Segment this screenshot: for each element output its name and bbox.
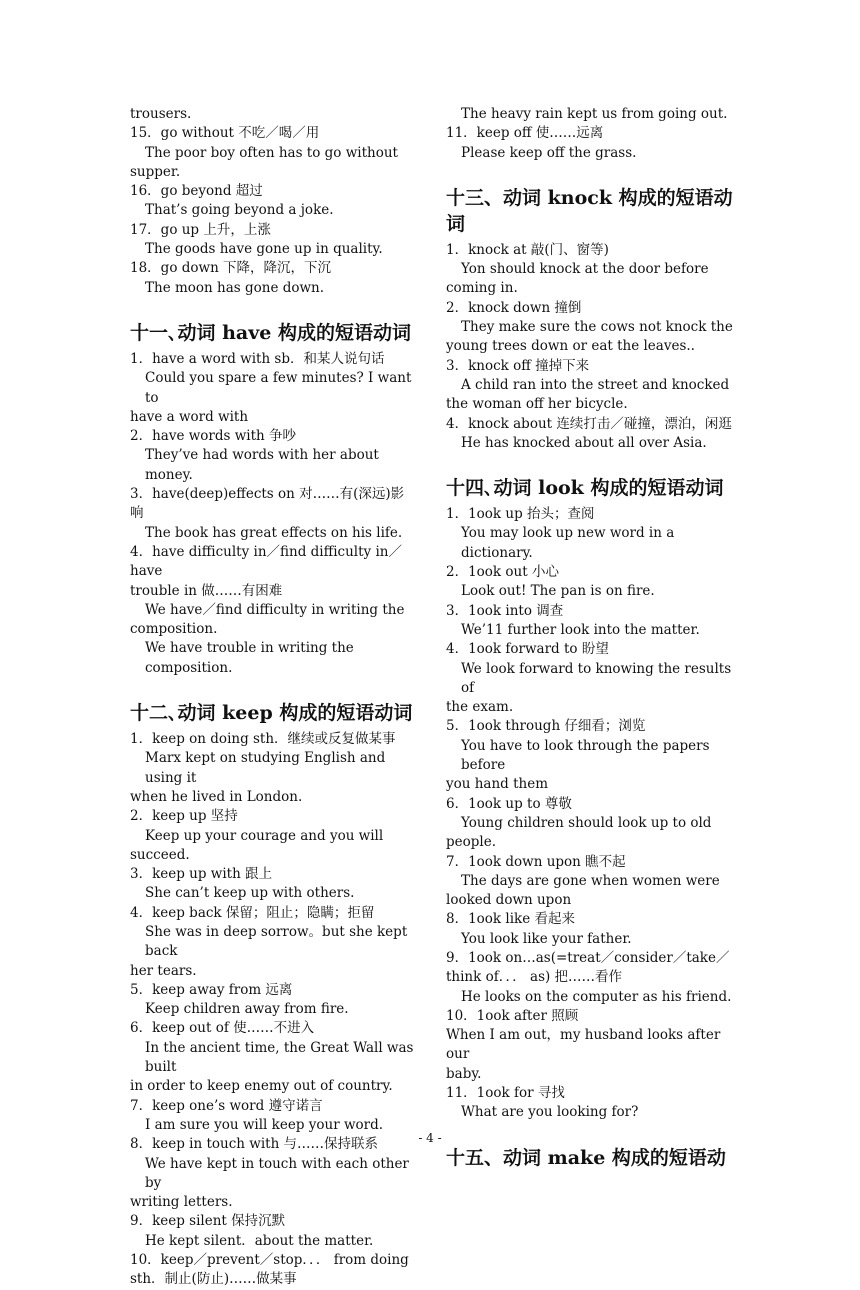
phrase-entry: 17．go up 上升，上涨 xyxy=(130,221,271,238)
phrase-entry: 9．keep silent 保持沉默 xyxy=(130,1213,286,1230)
text-line: when he lived in London. xyxy=(130,788,303,805)
section-heading: 十三、动词 knock 构成的短语动词 xyxy=(446,186,733,235)
phrase-entry: 11．keep off 使……远离 xyxy=(446,125,604,142)
example-sentence: A child ran into the street and knocked xyxy=(461,376,730,393)
example-sentence: Look out! The pan is on fire. xyxy=(461,583,655,600)
example-sentence: He has knocked about all over Asia. xyxy=(461,434,707,451)
text-line: When I am out，my husband looks after our xyxy=(446,1027,721,1063)
example-sentence: We have trouble in writing the composition. xyxy=(145,640,354,676)
phrase-entry: 2．knock down 撞倒 xyxy=(446,299,582,316)
phrase-entry: 2．1ook out 小心 xyxy=(446,564,559,581)
phrase-entry: 10．1ook after 照顾 xyxy=(446,1007,579,1024)
section-heading: 十五、动词 make 构成的短语动 xyxy=(446,1146,726,1169)
phrase-entry: 3．keep up with 跟上 xyxy=(130,866,273,883)
text-line: baby. xyxy=(446,1065,482,1082)
example-sentence: The heavy rain kept us from going out. xyxy=(461,106,728,122)
example-sentence: Marx kept on studying English and using it xyxy=(145,750,386,786)
text-line: supper. xyxy=(130,163,181,180)
text-line: trouble in 做……有困难 xyxy=(130,582,283,599)
example-sentence: The moon has gone down. xyxy=(145,279,325,296)
phrase-entry: 4．have difficulty in／find difficulty in／have xyxy=(130,543,402,580)
example-sentence: What are you looking for? xyxy=(461,1104,639,1121)
example-sentence: You have to look through the papers before xyxy=(461,737,710,774)
example-sentence: He kept silent．about the matter. xyxy=(145,1232,374,1249)
example-sentence: The goods have gone up in quality. xyxy=(145,241,383,258)
phrase-entry: 1．keep on doing sth．继续或反复做某事 xyxy=(130,731,396,748)
example-sentence: That’s going beyond a joke. xyxy=(145,202,334,219)
example-sentence: They’ve had words with her about money. xyxy=(145,447,379,483)
phrase-entry: 6．keep out of 使……不进入 xyxy=(130,1020,315,1037)
phrase-entry: 1．knock at 敲(门、窗等) xyxy=(446,241,609,258)
example-sentence: The book has great effects on his life. xyxy=(145,524,403,541)
text-line: writing letters. xyxy=(130,1194,233,1211)
example-sentence: They make sure the cows not knock the xyxy=(461,319,733,336)
text-line: have a word with xyxy=(130,408,249,425)
section-heading: 十一､动词 have 构成的短语动词 xyxy=(130,321,411,344)
example-sentence: We have kept in touch with each other by xyxy=(145,1155,409,1191)
example-sentence: You look like your father. xyxy=(461,930,632,947)
example-sentence: Please keep off the grass. xyxy=(461,144,637,161)
text-line: looked down upon xyxy=(446,892,572,909)
example-sentence: We have／find difficulty in writing the xyxy=(145,601,405,618)
example-sentence: In the ancient time, the Great Wall was built xyxy=(145,1039,414,1076)
example-sentence: We look forward to knowing the results of xyxy=(461,660,732,696)
phrase-entry: 6．1ook up to 尊敬 xyxy=(446,795,572,812)
phrase-entry: 8．keep in touch with 与……保持联系 xyxy=(130,1136,379,1153)
text-line: trousers. xyxy=(130,106,192,122)
phrase-entry: 2．have words with 争吵 xyxy=(130,428,297,445)
example-sentence: You may look up new word in a dictionary. xyxy=(461,525,675,561)
example-sentence: She can’t keep up with others. xyxy=(145,885,355,902)
phrase-entry: 1．1ook up 抬头；查阅 xyxy=(446,506,595,523)
phrase-entry: 4．keep back 保留；阻止；隐瞒；拒留 xyxy=(130,904,375,921)
phrase-entry: 8．1ook like 看起来 xyxy=(446,911,576,928)
example-sentence: The days are gone when women were xyxy=(461,872,720,889)
example-sentence: I am sure you will keep your word. xyxy=(145,1116,384,1133)
example-sentence: Could you spare a few minutes? I want to xyxy=(145,370,412,406)
text-line: you hand them xyxy=(446,776,549,793)
phrase-entry: 3．1ook into 调查 xyxy=(446,602,564,619)
phrase-entry: 10．keep／prevent／stop．．． from doing xyxy=(130,1252,409,1269)
phrase-entry: 9．1ook on…as(=treat／consider／take／think of．．． as) 把……看作 xyxy=(446,949,730,986)
phrase-entry: 1．have a word with sb．和某人说句话 xyxy=(130,350,385,367)
example-sentence: The poor boy often has to go without xyxy=(145,144,398,161)
text-line: young trees down or eat the leaves.. xyxy=(446,338,695,355)
section-heading: 十二､动词 keep 构成的短语动词 xyxy=(130,702,413,725)
phrase-entry: 5．keep away from 远离 xyxy=(130,981,293,998)
phrase-entry: 3．knock off 撞掉下来 xyxy=(446,357,590,374)
text-line: people. xyxy=(446,834,496,851)
phrase-entry: 15．go without 不吃／喝／用 xyxy=(130,125,320,142)
example-sentence: She was in deep sorrow。but she kept back xyxy=(145,923,408,960)
phrase-entry: 3．have(deep)effects on 对……有(深远)影响 xyxy=(130,486,405,522)
page-number: - 4 - xyxy=(418,1131,442,1145)
example-sentence: Yon should knock at the door before xyxy=(461,261,709,278)
text-line: her tears. xyxy=(130,962,197,979)
text-line: succeed. xyxy=(130,846,190,863)
phrase-entry: 2．keep up 坚持 xyxy=(130,808,238,825)
text-line: the exam. xyxy=(446,699,514,716)
example-sentence: Young children should look up to old xyxy=(461,814,712,831)
example-sentence: He looks on the computer as his friend. xyxy=(461,988,732,1005)
text-line: coming in. xyxy=(446,280,518,297)
phrase-entry: 4．knock about 连续打击／碰撞，漂泊，闲逛 xyxy=(446,415,732,432)
text-line: in order to keep enemy out of country. xyxy=(130,1078,393,1095)
phrase-entry: 16．go beyond 超过 xyxy=(130,183,263,200)
text-line: sth．制止(防止)……做某事 xyxy=(130,1271,297,1288)
text-line: the woman off her bicycle. xyxy=(446,396,628,413)
phrase-entry: 7．1ook down upon 瞧不起 xyxy=(446,853,626,870)
phrase-entry: 18．go down 下降，降沉，下沉 xyxy=(130,260,332,277)
example-sentence: We’11 further look into the matter. xyxy=(461,621,700,638)
phrase-entry: 11．1ook for 寻找 xyxy=(446,1085,565,1102)
right-column xyxy=(446,105,734,1175)
phrase-entry: 5．1ook through 仔细看；浏览 xyxy=(446,718,646,735)
left-column xyxy=(130,105,416,1290)
text-line: composition. xyxy=(130,621,218,638)
section-heading: 十四､动词 look 构成的短语动词 xyxy=(446,477,724,500)
phrase-entry: 7．keep one’s word 遵守诺言 xyxy=(130,1097,323,1114)
phrase-entry: 4．1ook forward to 盼望 xyxy=(446,641,609,658)
example-sentence: Keep children away from fire. xyxy=(145,1001,349,1018)
example-sentence: Keep up your courage and you will xyxy=(145,827,384,844)
